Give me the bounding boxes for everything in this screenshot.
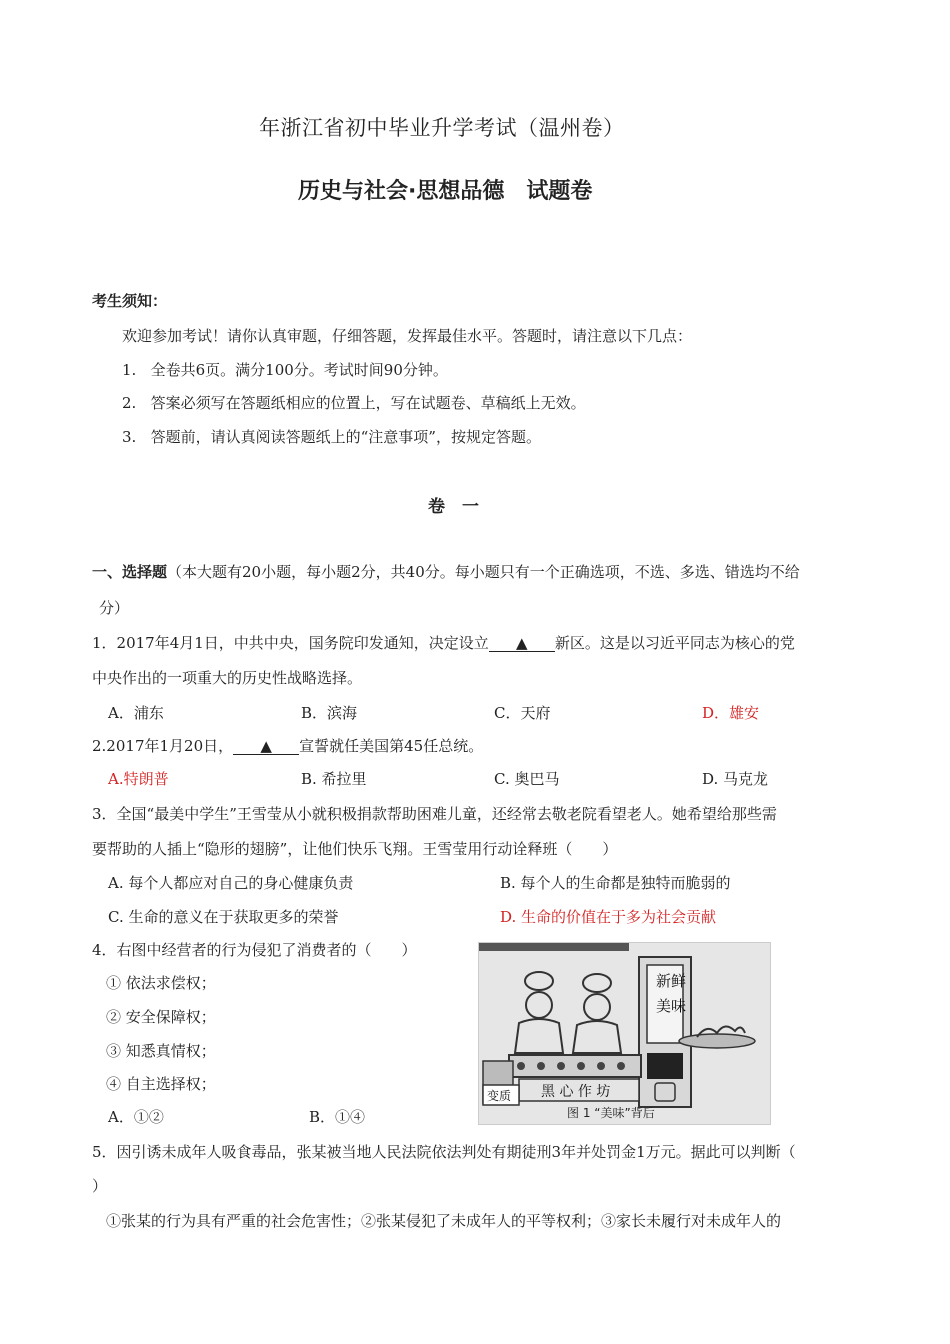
q4-item-3: ③ 知悉真情权； (106, 1042, 216, 1060)
q3-option-d-answer: D. 生命的价值在于多为社会贡献 (500, 908, 717, 926)
sign-char-2: 鲜 (671, 972, 687, 990)
q2-stem: 2.2017年1月20日， ▲ 宣誓就任美国第45任总统。 (92, 737, 484, 755)
q3-stem-line2: 要帮助的人插上“隐形的翅膀”，让他们快乐飞翔。王雪莹用行动诠释班（ ） (92, 840, 618, 858)
q5-stem-line2: ） (92, 1177, 108, 1195)
q4-item-4: ④ 自主选择权； (106, 1075, 216, 1093)
q3-option-c: C. 生命的意义在于获取更多的荣誉 (108, 908, 339, 926)
belt-label: 黑 心 作 坊 (541, 1084, 611, 1100)
sign-char-3: 美 (656, 997, 672, 1015)
q3-option-a: A. 每个人都应对自己的身心健康负责 (108, 874, 354, 892)
notice-item-3: 3. 答题前，请认真阅读答题纸上的“注意事项”，按规定答题。 (122, 428, 541, 446)
notice-intro: 欢迎参加考试！请你认真审题，仔细答题，发挥最佳水平。答题时，请注意以下几点： (122, 327, 693, 345)
q2-option-d: D. 马克龙 (702, 770, 769, 788)
q3-option-b: B. 每个人的生命都是独特而脆弱的 (500, 874, 731, 892)
q4-option-a: A．①② (108, 1108, 164, 1126)
section-desc-cont: 分） (99, 599, 130, 617)
cartoon-illustration (479, 943, 770, 1124)
q4-item-2: ② 安全保障权； (106, 1008, 216, 1026)
q4-item-1: ① 依法求偿权； (106, 974, 216, 992)
exam-title: 年浙江省初中毕业升学考试（温州卷） (259, 116, 625, 140)
notice-heading: 考生须知： (92, 292, 168, 310)
q2-option-b: B. 希拉里 (301, 770, 367, 788)
q5-stem: 5．因引诱未成年人吸食毒品，张某被当地人民法院依法判处有期徒刑3年并处罚金1万元。据此可以判断（ (92, 1143, 796, 1161)
q4-cartoon-figure (478, 942, 771, 1125)
volume-heading: 卷 一 (428, 497, 479, 517)
q1-option-b: B．滨海 (301, 704, 358, 722)
figure-caption: 图 1 “美味”背后 (567, 1106, 655, 1120)
q4-option-b: B．①④ (309, 1108, 366, 1126)
notice-item-1: 1. 全卷共6页。满分100分。考试时间90分钟。 (122, 361, 448, 379)
q1-option-c: C．天府 (494, 704, 551, 722)
q1-blank: ▲ (489, 636, 555, 652)
q1-option-d-answer: D．雄安 (702, 704, 760, 722)
q2-option-a-answer: A.特朗普 (108, 770, 169, 788)
q3-stem: 3．全国“最美中学生”王雪莹从小就积极捐款帮助困难儿童，还经常去敬老院看望老人。她希望给那些需 (92, 805, 777, 823)
notice-item-2: 2. 答案必须写在答题纸相应的位置上，写在试题卷、草稿纸上无效。 (122, 394, 586, 412)
section-heading: 一、选择题（本大题有20小题，每小题2分，共40分。每小题只有一个正确选项，不选、多选、错选均不给 (92, 563, 800, 581)
q1-stem: 1．2017年4月1日，中共中央，国务院印发通知，决定设立 ▲ 新区。这是以习近平同志为核心的党 (92, 634, 795, 652)
q1-option-a: A．浦东 (108, 704, 164, 722)
sign-char-4: 味 (671, 997, 687, 1015)
q2-blank: ▲ (233, 739, 299, 755)
q2-option-c: C. 奥巴马 (494, 770, 560, 788)
sign-char-1: 新 (656, 972, 672, 990)
q5-statements: ①张某的行为具有严重的社会危害性；②张某侵犯了未成年人的平等权利；③家长未履行对未成年人的 (106, 1212, 782, 1230)
exam-subtitle: 历史与社会·思想品德 试题卷 (298, 179, 593, 204)
q1-stem-line2: 中央作出的一项重大的历史性战略选择。 (92, 669, 363, 687)
box-label: 变质 (487, 1089, 512, 1103)
q4-stem: 4．右图中经营者的行为侵犯了消费者的（ ） (92, 941, 417, 959)
